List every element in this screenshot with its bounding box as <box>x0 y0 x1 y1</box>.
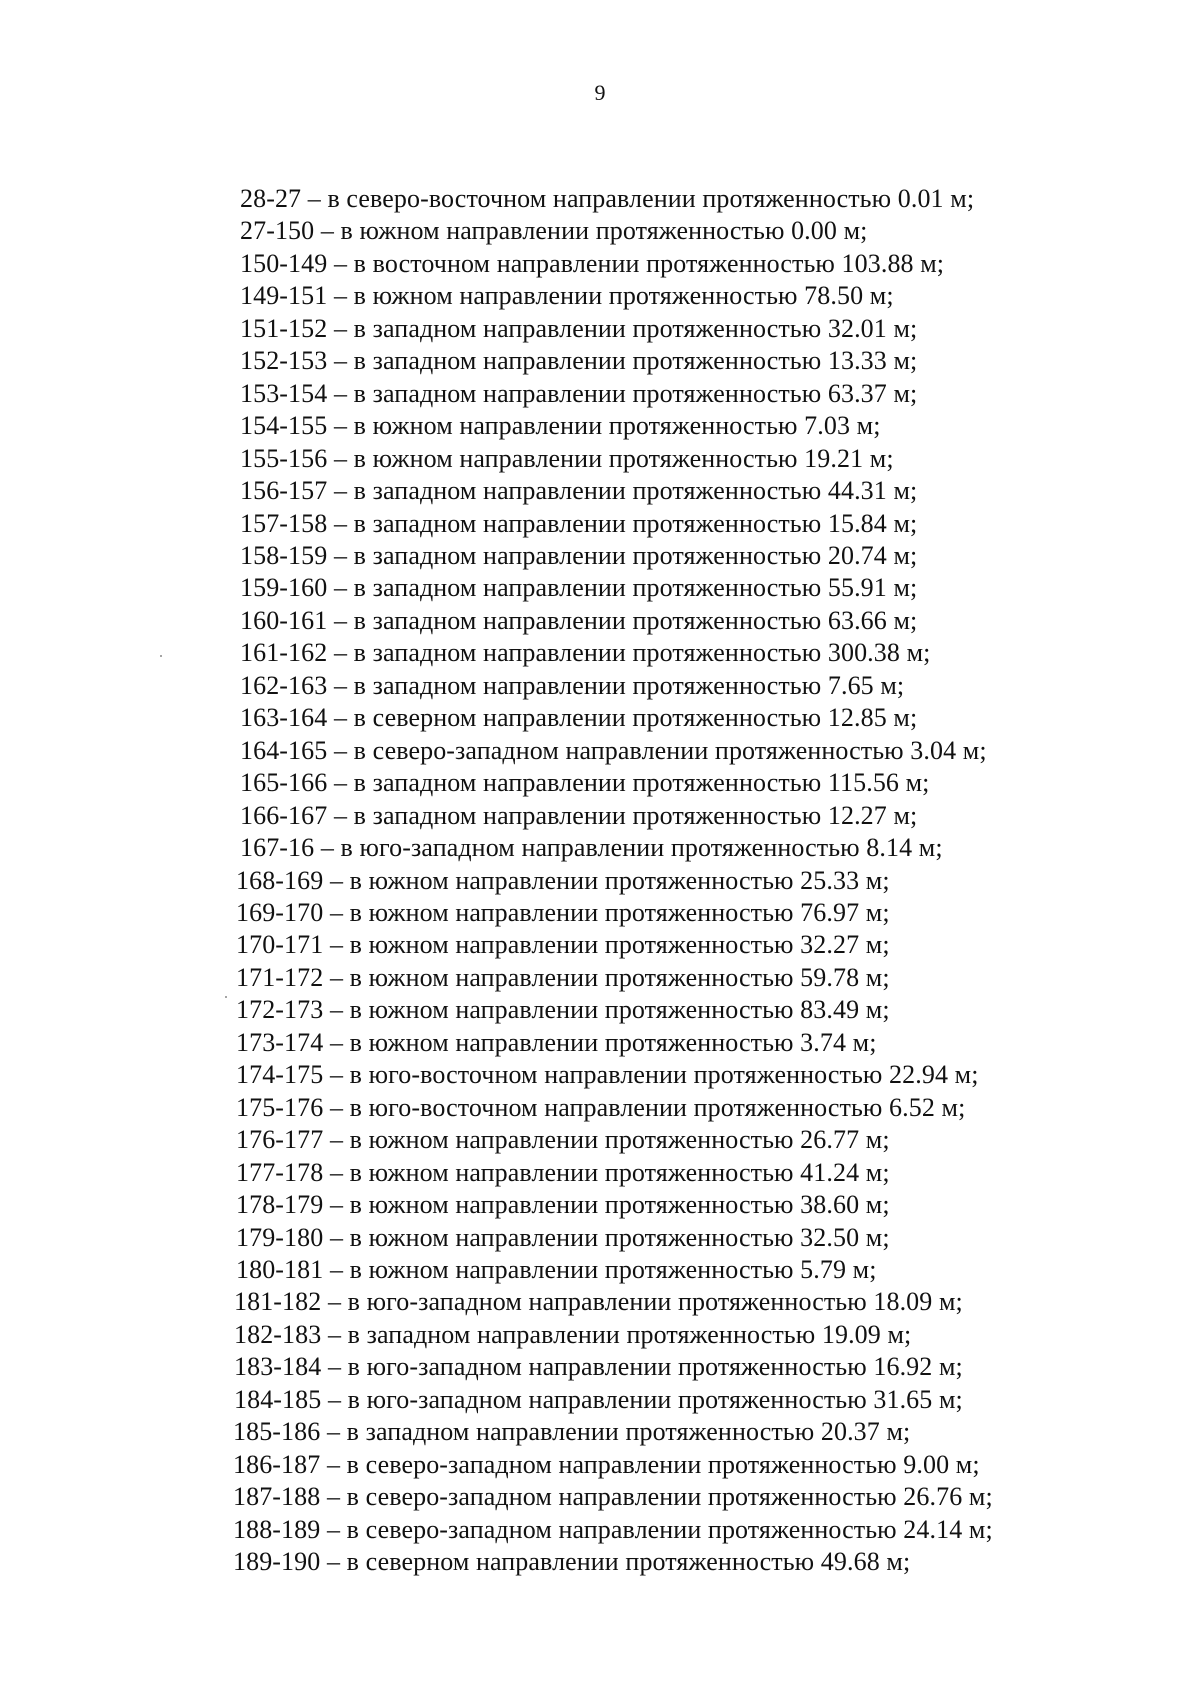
segment-line: 182-183 – в западном направлении протяженностью 19.09 м; <box>234 1319 912 1349</box>
segment-line: 162-163 – в западном направлении протяженностью 7.65 м; <box>240 670 905 700</box>
segment-line: 168-169 – в южном направлении протяженностью 25.33 м; <box>236 865 890 895</box>
segment-line: 186-187 – в северо-западном направлении протяженностью 9.00 м; <box>233 1449 980 1479</box>
segment-line: 166-167 – в западном направлении протяженностью 12.27 м; <box>240 800 918 830</box>
boundary-segment-list <box>233 183 1120 1578</box>
segment-line: 187-188 – в северо-западном направлении протяженностью 26.76 м; <box>233 1482 993 1512</box>
segment-line: 153-154 – в западном направлении протяженностью 63.37 м; <box>240 378 918 408</box>
segment-line: 184-185 – в юго-западном направлении протяженностью 31.65 м; <box>234 1384 963 1414</box>
segment-line: 159-160 – в западном направлении протяженностью 55.91 м; <box>240 573 918 603</box>
segment-line: 174-175 – в юго-восточном направлении протяженностью 22.94 м; <box>236 1060 979 1090</box>
segment-line: 149-151 – в южном направлении протяженностью 78.50 м; <box>240 281 894 311</box>
segment-line: 167-16 – в юго-западном направлении протяженностью 8.14 м; <box>240 833 943 863</box>
segment-line: 180-181 – в южном направлении протяженностью 5.79 м; <box>236 1254 877 1284</box>
segment-line: 152-153 – в западном направлении протяженностью 13.33 м; <box>240 346 918 376</box>
segment-line: 150-149 – в восточном направлении протяженностью 103.88 м; <box>240 248 945 278</box>
segment-line: 177-178 – в южном направлении протяженностью 41.24 м; <box>236 1157 890 1187</box>
segment-line: 156-157 – в западном направлении протяженностью 44.31 м; <box>240 476 918 506</box>
segment-line: 176-177 – в южном направлении протяженностью 26.77 м; <box>236 1125 890 1155</box>
segment-line: 188-189 – в северо-западном направлении протяженностью 24.14 м; <box>233 1514 993 1544</box>
segment-line: 163-164 – в северном направлении протяженностью 12.85 м; <box>240 703 918 733</box>
segment-line: 154-155 – в южном направлении протяженностью 7.03 м; <box>240 411 881 441</box>
segment-line: 189-190 – в северном направлении протяженностью 49.68 м; <box>233 1547 911 1577</box>
segment-line: 175-176 – в юго-восточном направлении протяженностью 6.52 м; <box>236 1092 966 1122</box>
segment-line: 157-158 – в западном направлении протяженностью 15.84 м; <box>240 508 918 538</box>
page-number: 9 <box>594 80 606 105</box>
segment-line: 179-180 – в южном направлении протяженностью 32.50 м; <box>236 1222 890 1252</box>
segment-line: 155-156 – в южном направлении протяженностью 19.21 м; <box>240 443 894 473</box>
segment-line: 28-27 – в северо-восточном направлении протяженностью 0.01 м; <box>240 184 975 213</box>
segment-line: 178-179 – в южном направлении протяженностью 38.60 м; <box>236 1190 890 1220</box>
segment-line: 183-184 – в юго-западном направлении протяженностью 16.92 м; <box>234 1352 963 1382</box>
segment-line: 172-173 – в южном направлении протяженностью 83.49 м; <box>236 995 890 1025</box>
segment-line: 164-165 – в северо-западном направлении протяженностью 3.04 м; <box>240 735 987 765</box>
segment-line: 181-182 – в юго-западном направлении протяженностью 18.09 м; <box>234 1287 963 1317</box>
segment-line: 173-174 – в южном направлении протяженностью 3.74 м; <box>236 1027 877 1057</box>
segment-line: 27-150 – в южном направлении протяженностью 0.00 м; <box>240 216 868 246</box>
segment-line: 169-170 – в южном направлении протяженностью 76.97 м; <box>236 897 890 927</box>
segment-line: 158-159 – в западном направлении протяженностью 20.74 м; <box>240 540 918 570</box>
segment-line: 185-186 – в западном направлении протяженностью 20.37 м; <box>233 1417 911 1447</box>
scan-speck <box>160 655 162 657</box>
segment-line: 170-171 – в южном направлении протяженностью 32.27 м; <box>236 930 890 960</box>
segment-line: 171-172 – в южном направлении протяженностью 59.78 м; <box>236 962 890 992</box>
segment-line: 151-152 – в западном направлении протяженностью 32.01 м; <box>240 313 918 343</box>
scan-speck <box>225 996 227 998</box>
segment-line: 160-161 – в западном направлении протяженностью 63.66 м; <box>240 605 918 635</box>
segment-line: 161-162 – в западном направлении протяженностью 300.38 м; <box>240 638 931 668</box>
segment-line: 165-166 – в западном направлении протяженностью 115.56 м; <box>240 768 930 798</box>
